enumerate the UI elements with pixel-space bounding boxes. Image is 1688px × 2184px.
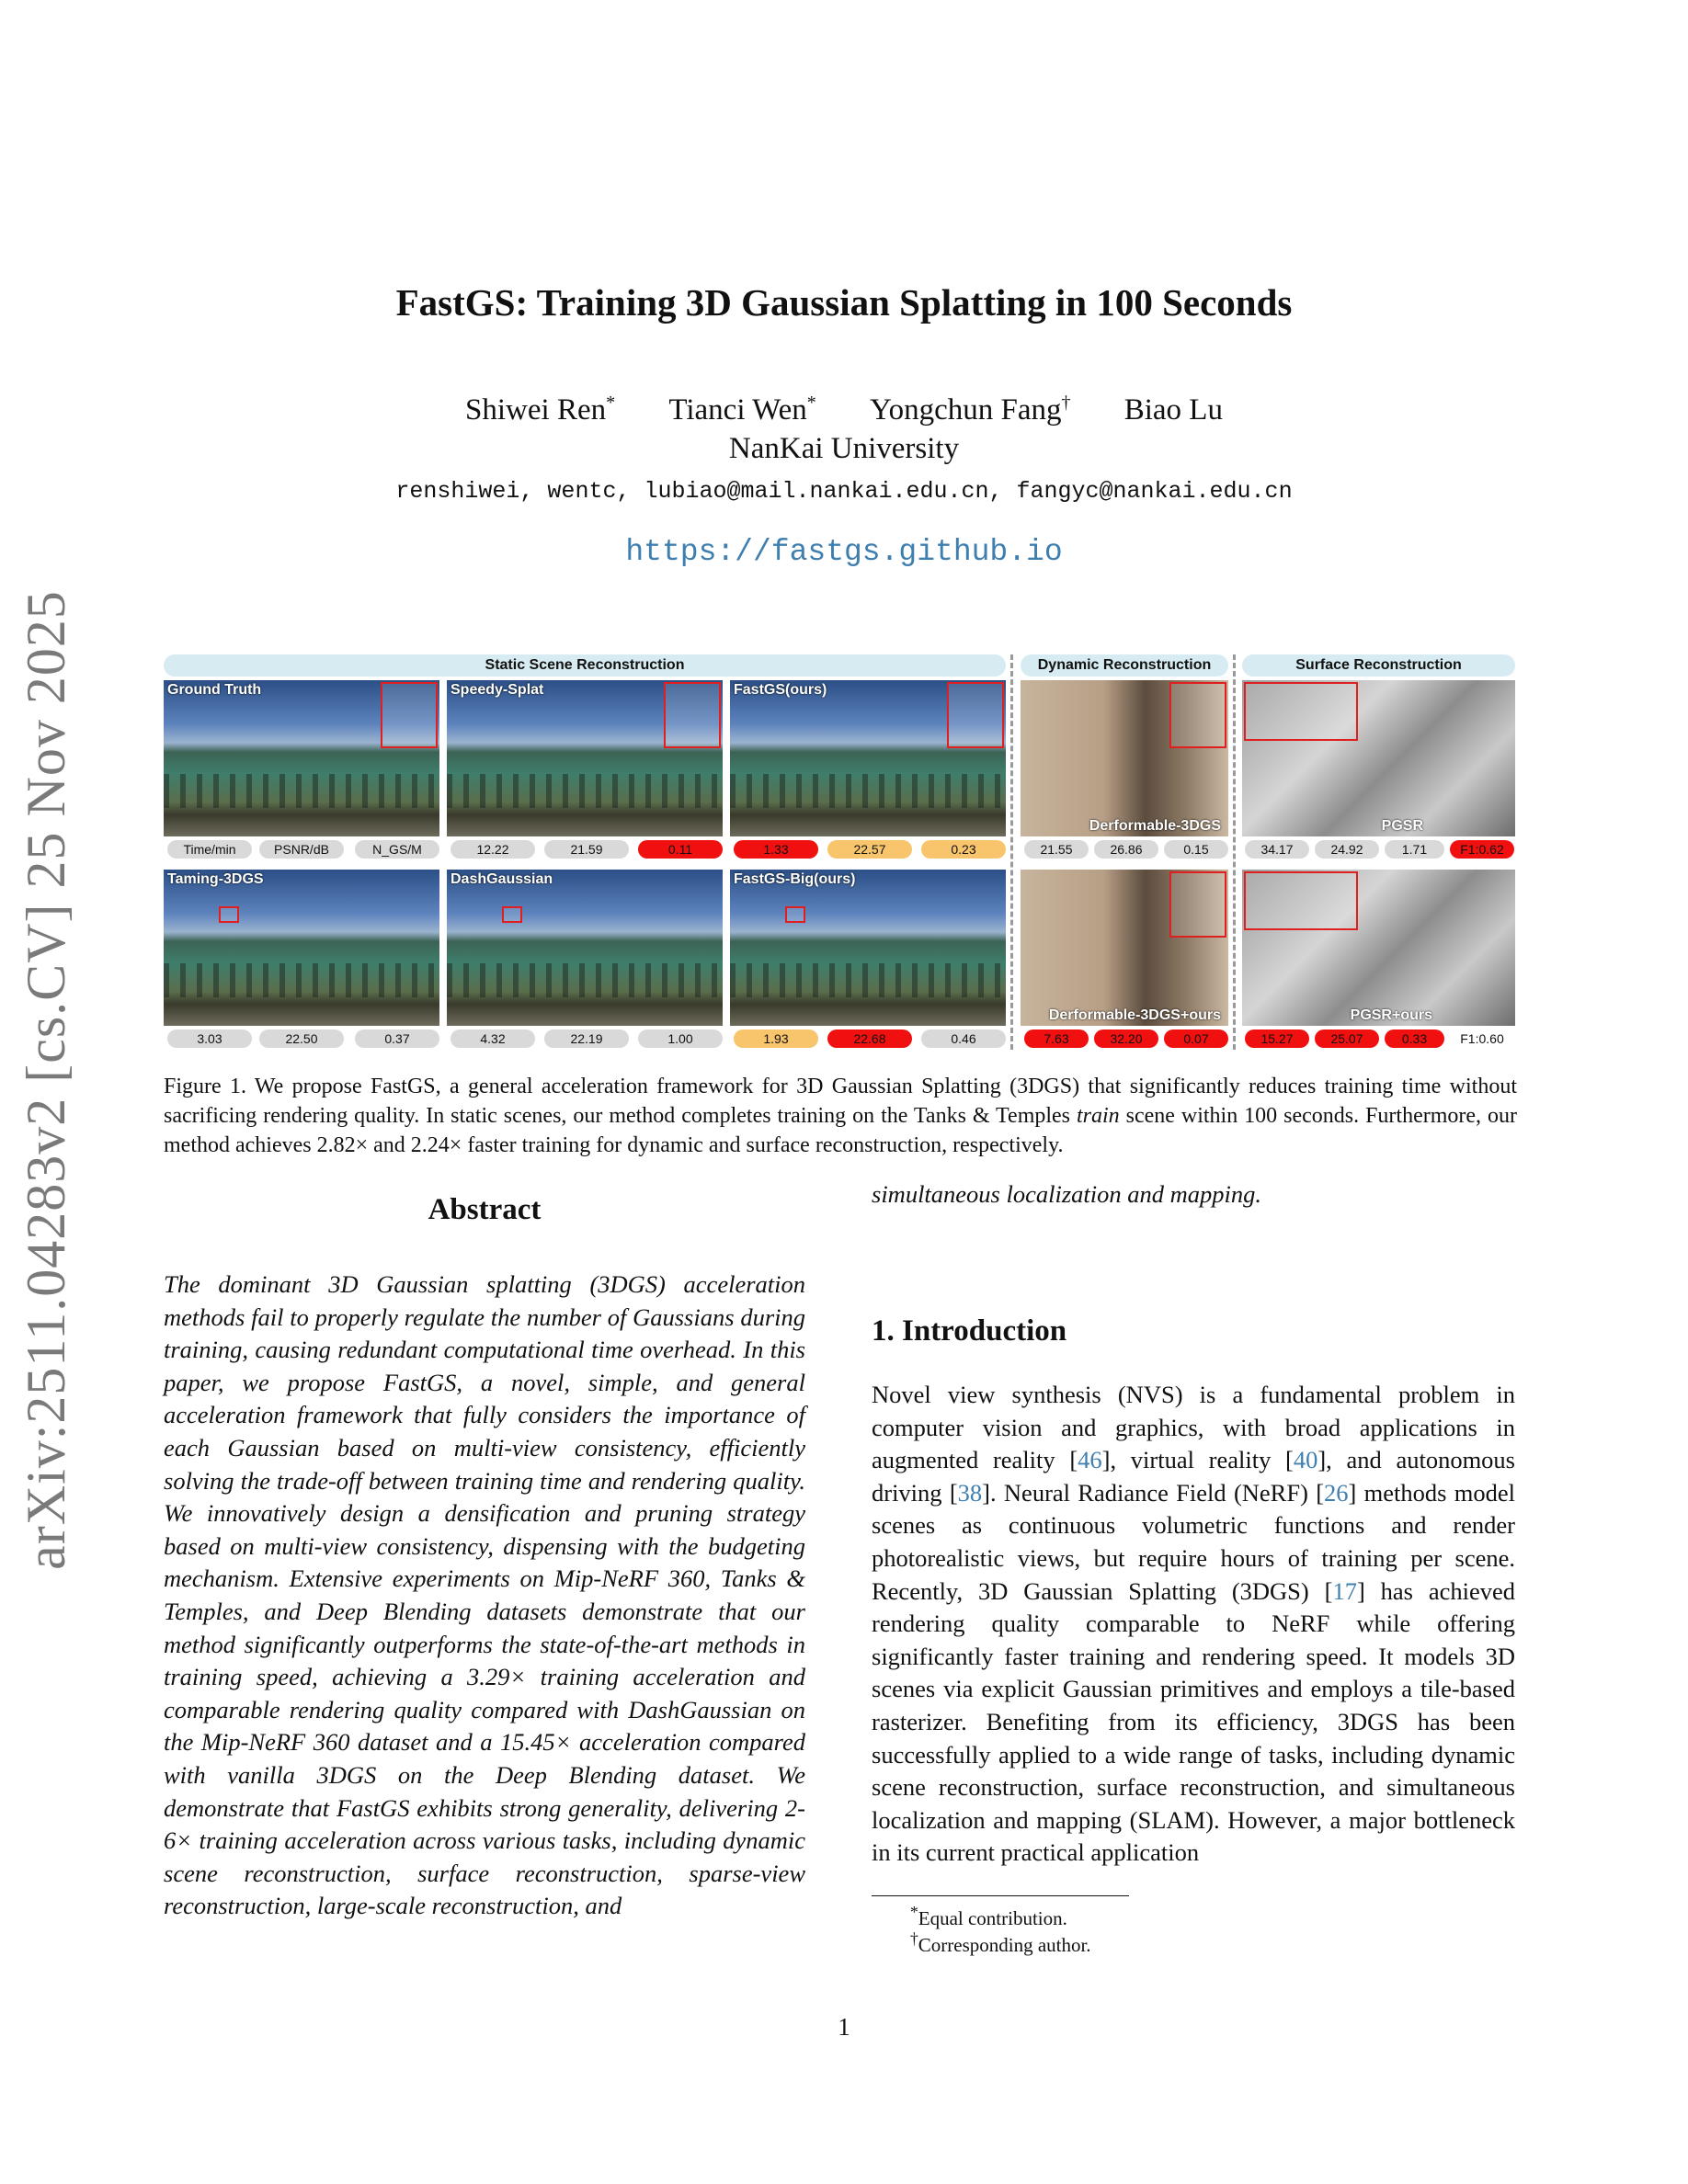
project-url-link[interactable]: https://fastgs.github.io xyxy=(625,535,1063,569)
figure-caption: Figure 1. We propose FastGS, a general acceleration framework for 3D Gaussian Splatting (3DGS) that significantly reduces training time without sacrificing rendering quality. In static scenes, our method completes training on the Tanks & Temples train scene within 100 seconds. Furthermore, our method achieves 2.82× and 2.24× faster training for dynamic and surface reconstruction, respectively. xyxy=(164,1075,1517,1157)
footnote-corresponding-author: †Corresponding author. xyxy=(910,1929,1091,1956)
image-speedy-splat: Speedy-Splat xyxy=(447,680,723,836)
image-taming-3dgs: Taming-3DGS xyxy=(164,870,439,1026)
paper-title: FastGS: Training 3D Gaussian Splatting in 100 Seconds xyxy=(395,281,1293,324)
affiliation: NanKai University xyxy=(728,432,960,465)
section-header-surface: Surface Reconstruction xyxy=(1242,654,1515,677)
arxiv-sidebar-stamp: arXiv:2511.04283v2 [cs.CV] 25 Nov 2025 xyxy=(16,590,76,1570)
image-fastgs: FastGS(ours) xyxy=(730,680,1006,836)
metrics-row-2: 3.03 22.50 0.37 4.32 22.19 1.00 1.93 22.68 0.46 7.63 32.20 0.07 15.27 25.07 0.33 F1:0.60 xyxy=(164,1029,1515,1050)
author-list xyxy=(0,392,1688,427)
teaser-figure xyxy=(164,654,1515,1054)
image-deformable-3dgs: Derformable-3DGS xyxy=(1021,680,1228,836)
image-dashgaussian: DashGaussian xyxy=(447,870,723,1026)
footnote-equal-contribution: *Equal contribution. xyxy=(910,1903,1067,1929)
citation-link[interactable]: 40 xyxy=(1293,1446,1318,1474)
abstract-body: The dominant 3D Gaussian splatting (3DGS) acceleration methods fail to properly regulate the number of Gaussians during training, causing redundant computational time overhead. In this paper, we propose FastGS, a novel, simple, and general acceleration framework that fully considers the importance of each Gaussian based on multi-view consistency, efficiently solving the trade-off between training time and rendering quality. We innovatively design a densification and pruning strategy based on multi-view consistency, dispensing with the budgeting mechanism. Extensive experiments on Mip-NeRF 360, Tanks & Temples, and Deep Blending datasets demonstrate that our method significantly outperforms the state-of-the-art methods in training speed, achieving a 3.29× training acceleration and comparable rendering quality compared with DashGaussian on the Mip-NeRF 360 dataset and a 15.45× acceleration compared with vanilla 3DGS on the Deep Blending dataset. We demonstrate that FastGS exhibits strong generality, delivering 2-6× training acceleration across various tasks, including dynamic scene reconstruction, surface reconstruction, sparse-view reconstruction, large-scale reconstruction, and xyxy=(164,1270,805,1920)
citation-link[interactable]: 38 xyxy=(957,1478,983,1507)
citation-link[interactable]: 26 xyxy=(1324,1478,1349,1507)
page-number: 1 xyxy=(838,2013,850,2041)
author-emails: renshiwei, wentc, lubiao@mail.nankai.edu.cn, fangyc@nankai.edu.cn xyxy=(395,478,1293,505)
section-header-static: Static Scene Reconstruction xyxy=(164,654,1006,677)
abstract-continuation: simultaneous localization and mapping. xyxy=(872,1180,1261,1208)
author-4: Biao Lu xyxy=(1123,393,1223,427)
introduction-body: Novel view synthesis (NVS) is a fundamental problem in computer vision and graphics, with broad applications in augmented reality [46], virtual reality [40], and autonomous driving [38]. Neural Radiance Field (NeRF) [26] methods model scenes as continuous volumetric functions and render photorealistic views, but require hours of training per scene. Recently, 3D Gaussian Splatting (3DGS) [17] has achieved rendering quality comparable to NeRF while offering significantly faster training and rendering speed. It models 3D scenes via explicit Gaussian primitives and employs a tile-based rasterizer. Benefiting from its efficiency, 3DGS has been successfully applied to a wide range of tasks, including dynamic scene reconstruction, surface reconstruction, and simultaneous localization and mapping (SLAM). However, a major bottleneck in its current practical application xyxy=(872,1381,1515,1867)
image-fastgs-big: FastGS-Big(ours) xyxy=(730,870,1006,1026)
introduction-heading: 1. Introduction xyxy=(872,1314,1067,1348)
image-pgsr: PGSR xyxy=(1242,680,1515,836)
section-header-dynamic: Dynamic Reconstruction xyxy=(1021,654,1228,677)
author-2: Tianci Wen* xyxy=(668,392,816,427)
image-ground-truth: Ground Truth xyxy=(164,680,439,836)
metrics-row-1: Time/min PSNR/dB N_GS/M 12.22 21.59 0.11 1.33 22.57 0.23 21.55 26.86 0.15 34.17 24.92 1.71 F1:0.62 xyxy=(164,840,1515,860)
footnote-rule xyxy=(872,1895,1129,1896)
image-pgsr-ours: PGSR+ours xyxy=(1242,870,1515,1026)
author-1: Shiwei Ren* xyxy=(465,392,616,427)
author-3: Yongchun Fang† xyxy=(870,392,1071,427)
citation-link[interactable]: 17 xyxy=(1332,1576,1357,1605)
citation-link[interactable]: 46 xyxy=(1078,1446,1102,1474)
abstract-heading: Abstract xyxy=(428,1193,542,1226)
image-deformable-3dgs-ours: Derformable-3DGS+ours xyxy=(1021,870,1228,1026)
